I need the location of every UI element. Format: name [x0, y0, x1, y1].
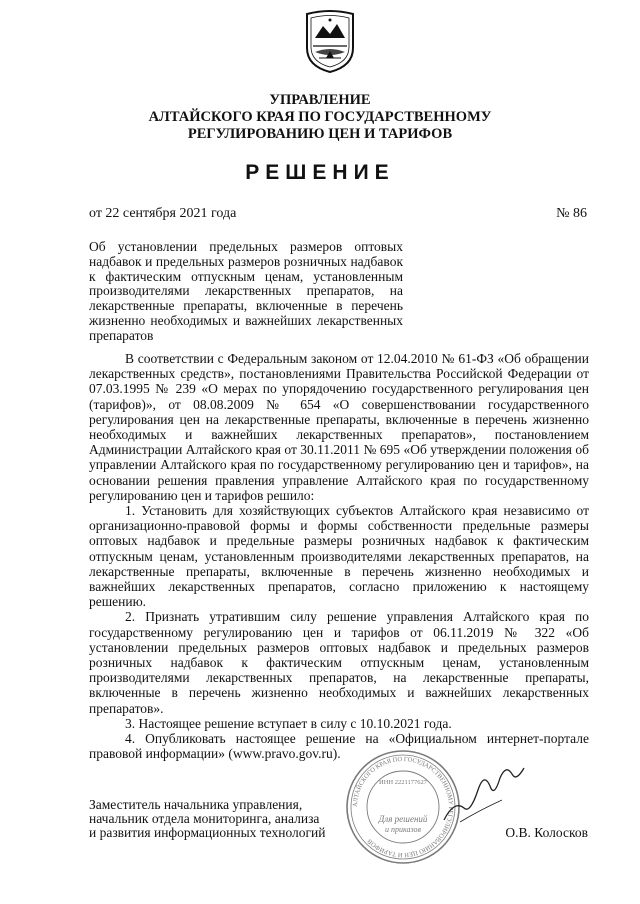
document-date: от 22 сентября 2021 года [89, 206, 237, 221]
signatory-position-line-3: и развития информационных технологий [89, 825, 326, 841]
agency-name-line-1: УПРАВЛЕНИЕ [269, 92, 371, 108]
agency-name-line-2: АЛТАЙСКОГО КРАЯ ПО ГОСУДАРСТВЕННОМУ [148, 109, 492, 125]
clause-3: 3. Настоящее решение вступает в силу с 10.10.2021 года. [125, 715, 452, 731]
signatory-position [89, 798, 326, 841]
clause-2: 2. Признать утратившим силу решение управления Алтайского края по государственному регулированию цен и тарифов от 06.11.2019 № 322 «Об установлении предельных размеров оптовых надбавок и предельных размеров розничных надбавок к фактическим отпускным ценам, установленным производителями лекарственных препаратов, на лекарственные препараты, включенные в перечень жизненно необходимых и важнейших лекарственных препаратов». [89, 609, 589, 716]
agency-name-line-3: РЕГУЛИРОВАНИЮ ЦЕН И ТАРИФОВ [187, 126, 453, 142]
stamp-ring-text: АЛТАЙСКОГО КРАЯ ПО ГОСУДАРСТВЕННОМУ РЕГУЛИРОВАНИЮ ЦЕН И ТАРИФОВ [351, 755, 455, 859]
coat-of-arms-emblem [299, 8, 361, 74]
handwritten-signature [440, 760, 530, 830]
document-body [89, 351, 589, 761]
stamp-inn: ИНН 2221177627 [379, 779, 427, 786]
signatory-position-line-2: начальник отдела мониторинга, анализа [89, 811, 320, 827]
signatory-name: О.В. Колосков [505, 825, 588, 840]
signatory-position-line-1: Заместитель начальника управления, [89, 797, 303, 812]
clause-4: 4. Опубликовать настоящее решение на «Официальном интернет-портале правовой информации» (www.pravo.gov.ru). [89, 731, 589, 762]
clause-1: 1. Установить для хозяйствующих субъектов Алтайского края независимо от организационно-правовой формы и формы собственности предельные размеры оптовых надбавок и предельные размеры розничных надбавок к фактическим отпускным ценам, установленным производителями лекарственных препаратов, на лекарственные препараты, включенные в перечень жизненно необходимых и важнейших лекарственных препаратов, согласно приложению к настоящему решению. [89, 503, 589, 610]
document-number: № 86 [556, 206, 587, 221]
stamp-center-line-2: и приказов [384, 825, 422, 834]
document-type-title: РЕШЕНИЕ [245, 161, 395, 184]
stamp-center-line-1: Для решений [378, 814, 428, 824]
preamble-paragraph: В соответствии с Федеральным законом от 12.04.2010 № 61-ФЗ «Об обращении лекарственных средств», постановлениями Правительства Российской Федерации от 07.03.1995 № 239 «О мерах по упорядочению государственного регулирования цен (тарифов)», от 08.08.2009 № 654 «О совершенствовании государственного регулирования цен на лекарственные препараты, включенные в перечень жизненно необходимых и важнейших лекарственных препаратов», постановлением Администрации Алтайского края от 30.11.2011 № 695 «Об утверждении положения об управлении Алтайского края по государственному регулированию цен и тарифов», на основании решения правления управление Алтайского края по государственному регулированию цен и тарифов решило: [89, 351, 589, 503]
document-subject: Об установлении предельных размеров оптовых надбавок и предельных размеров розничных надбавок к фактическим отпускным ценам, установленным производителями лекарственных препаратов, на лекарственные препараты, включенные в перечень жизненно необходимых и важнейших лекарственных препаратов [89, 239, 403, 343]
